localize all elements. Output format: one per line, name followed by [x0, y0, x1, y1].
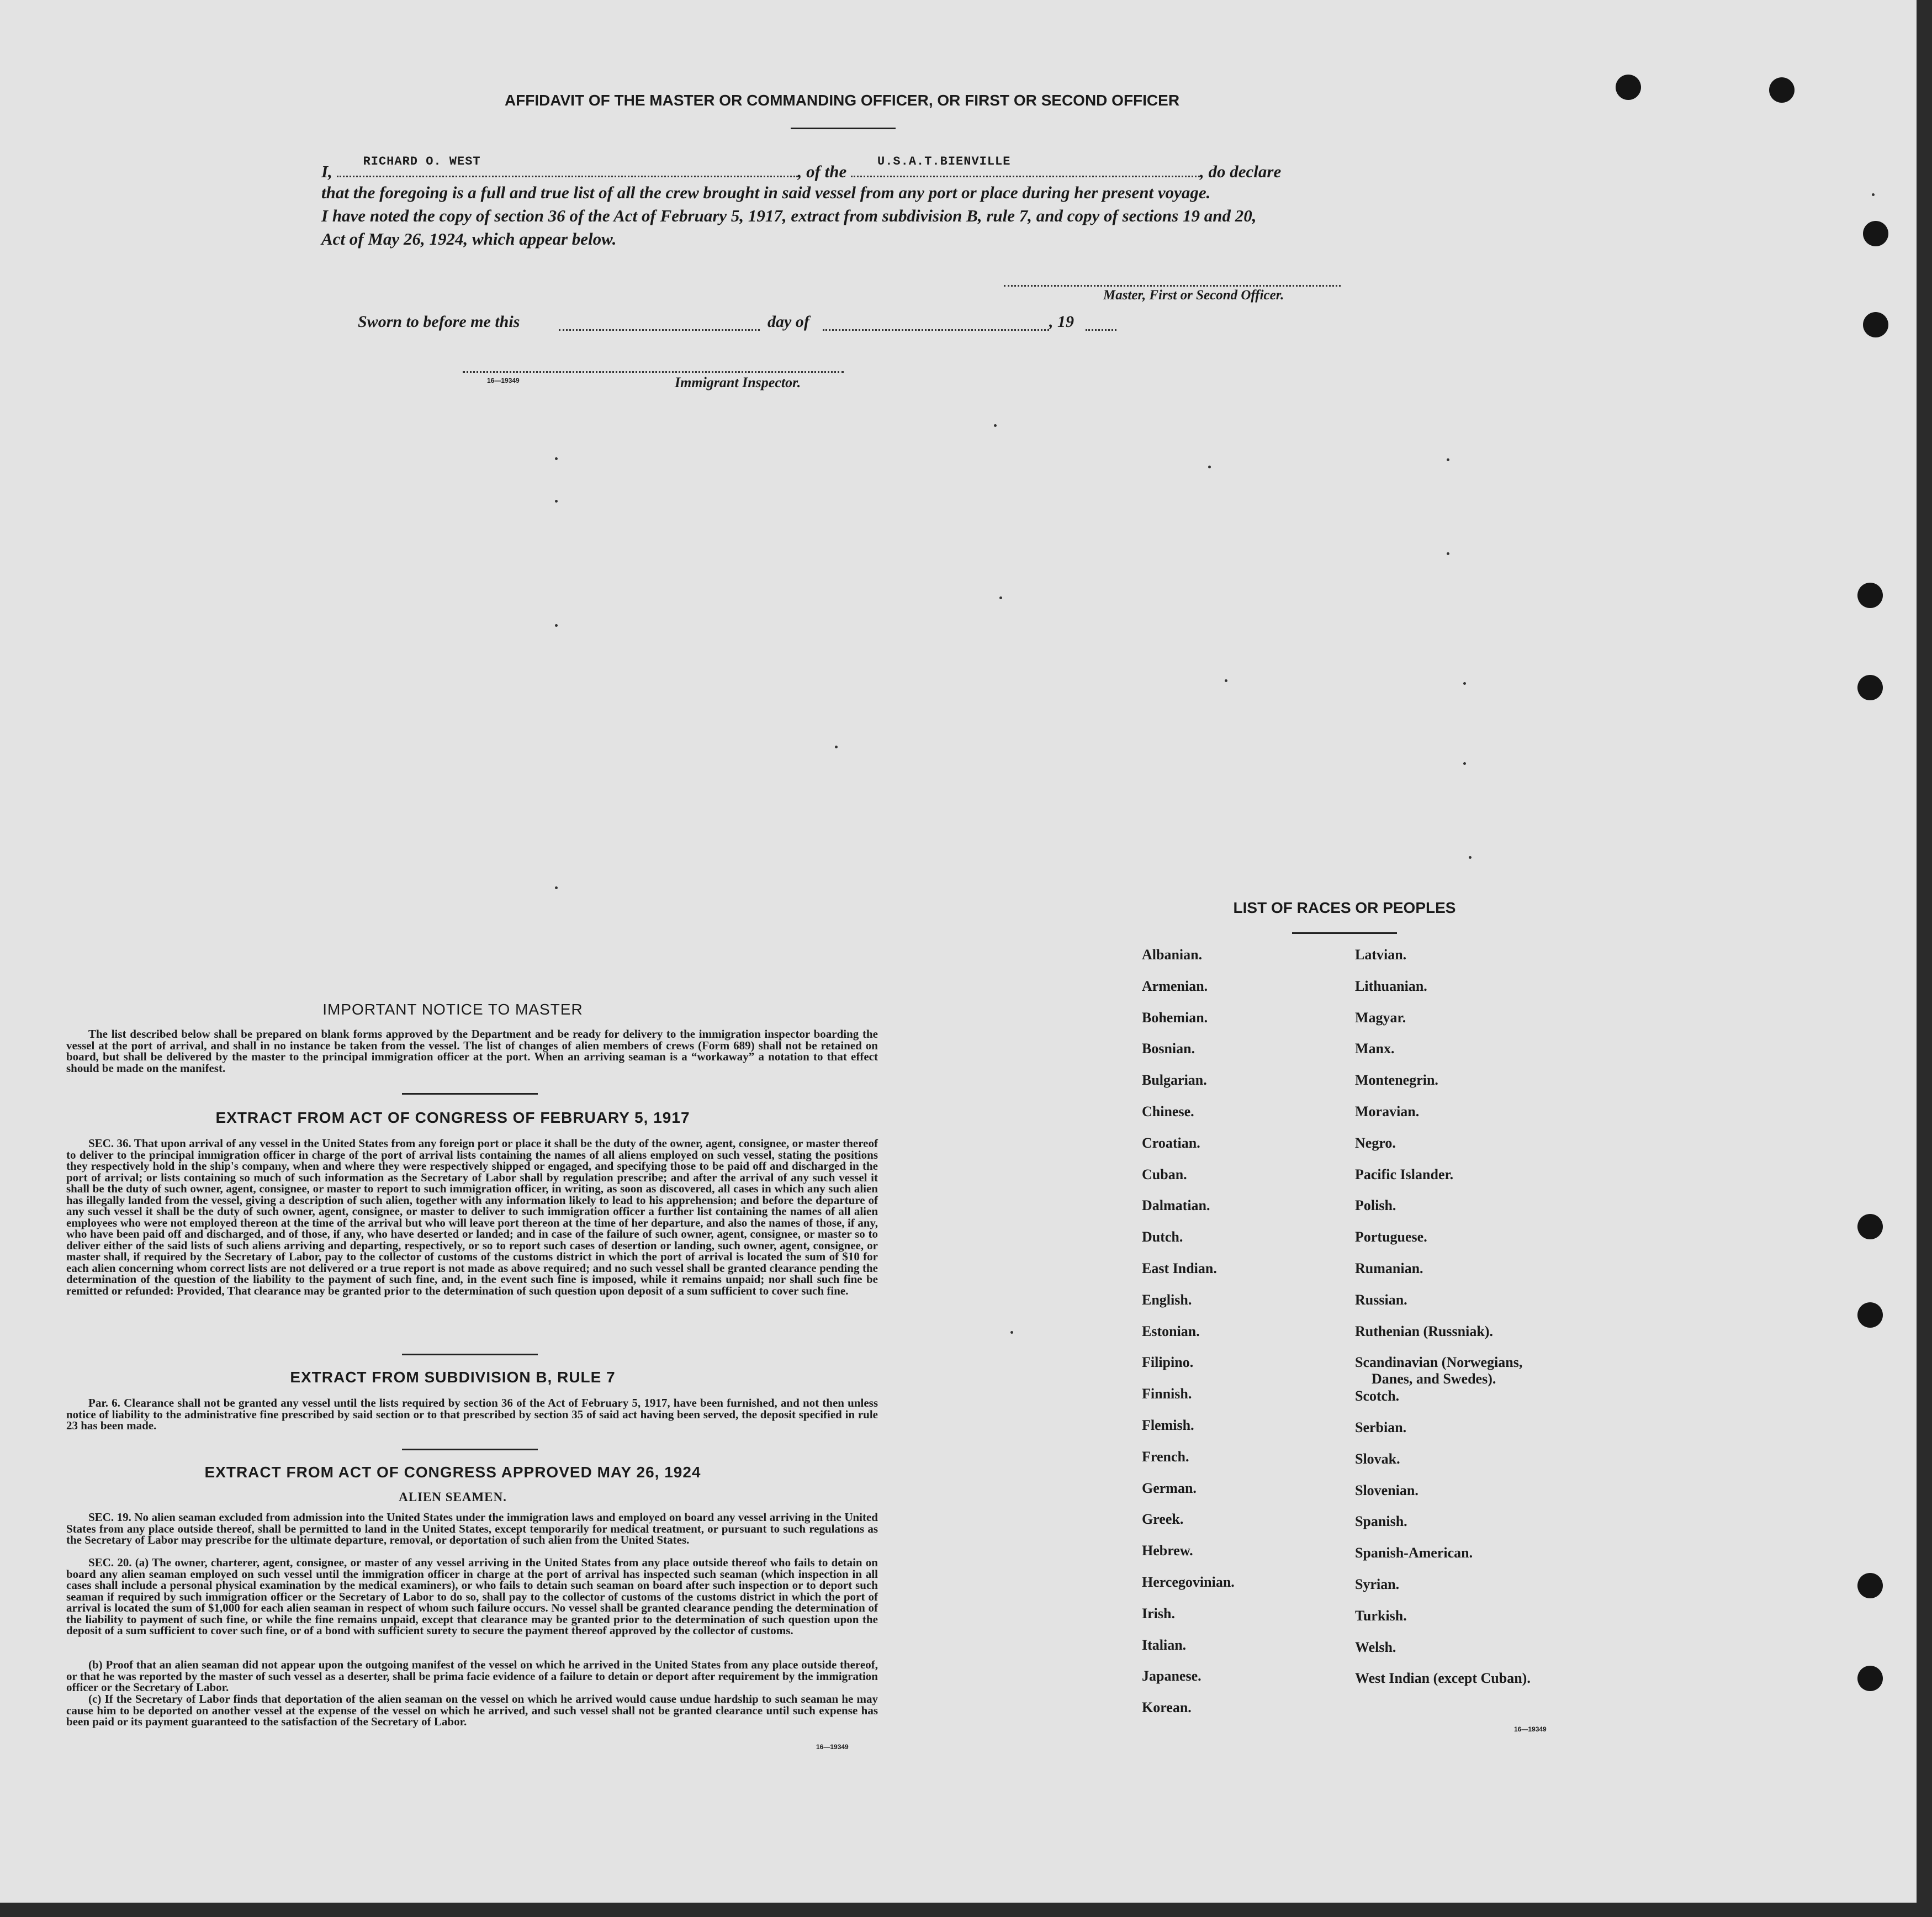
race-item: Bulgarian.: [1142, 1072, 1207, 1089]
race-item: Greek.: [1142, 1511, 1184, 1528]
race-item: Dutch.: [1142, 1229, 1183, 1245]
race-item: East Indian.: [1142, 1260, 1217, 1276]
race-item: Danes, and Swedes).: [1372, 1371, 1496, 1387]
race-item: Negro.: [1355, 1134, 1396, 1151]
affidavit-line-4: Act of May 26, 1924, which appear below.: [321, 229, 617, 249]
year-label: , 19: [1049, 313, 1074, 331]
race-item: Spanish-American.: [1355, 1545, 1473, 1561]
extract-rule7-title: EXTRACT FROM SUBDIVISION B, RULE 7: [290, 1369, 616, 1386]
punch-hole: [1857, 583, 1883, 608]
form-number: 16—19349: [816, 1743, 849, 1751]
race-item: Welsh.: [1355, 1639, 1396, 1655]
extract-1924-subtitle: ALIEN SEAMEN.: [399, 1490, 507, 1504]
race-item: Rumanian.: [1355, 1260, 1423, 1276]
race-item: Montenegrin.: [1355, 1072, 1438, 1089]
race-item: Armenian.: [1142, 978, 1208, 994]
race-item: Finnish.: [1142, 1386, 1192, 1402]
notice-title: IMPORTANT NOTICE TO MASTER: [322, 1001, 583, 1018]
race-item: Portuguese.: [1355, 1229, 1427, 1245]
races-title-rule: [1292, 932, 1397, 934]
section-rule: [402, 1093, 538, 1095]
sworn-day-field[interactable]: [559, 329, 760, 331]
extract-1924-sec20b: (b) Proof that an alien seaman did not appear upon the outgoing manifest of the vessel on which he arrived in the United States from any place outside thereof, or that he was reported by the master of such vessel as a deserter, shall be prima facie evidence of a failure to detain or deport after requirement by the immigration officer or the Secretary of Labor.: [66, 1658, 878, 1694]
race-item: Lithuanian.: [1355, 978, 1427, 994]
race-item: Moravian.: [1355, 1103, 1420, 1119]
name-field[interactable]: [337, 155, 798, 177]
extract-1924-sec20a: SEC. 20. (a) The owner, charterer, agent, consignee, or master of any vessel arriving in the United States from any place outside thereof who fails to detain on board any alien seaman employed on such vessel until the immigration officer in charge at the port of arrival has inspected such seaman (which inspection in all cases shall include a personal physical examination by the medical examiners), or who fails to detain such seaman on board after such inspection or to deport such seaman if required by such immigration officer or the Secretary of Labor to do so, shall pay to the collector of customs of the customs district in which the port of arrival is located the sum of $1,000 for each alien seaman in respect of whom such failure occurs. No vessel shall be granted clearance pending the determination of the liability to payment of such fine, or while the fine remains unpaid, except that clearance may be granted prior to the determination of such question upon the deposit of a sum sufficient to cover such fine, or of a bond with sufficient surety to secure the payment thereof approved by the collector of customs.: [66, 1556, 878, 1637]
race-item: French.: [1142, 1448, 1189, 1465]
vessel-value: U.S.A.T.BIENVILLE: [877, 155, 1011, 168]
sworn-label: Sworn to before me this: [358, 313, 520, 331]
extract-1924-title: EXTRACT FROM ACT OF CONGRESS APPROVED MAY 26, 1924: [204, 1464, 701, 1481]
race-item: Irish.: [1142, 1605, 1175, 1622]
extract-1924-sec19: SEC. 19. No alien seaman excluded from admission into the United States under the immigration laws and employed on board any vessel arriving in the United States from any place outside thereof, shall be permitted to land in the United States, except temporarily for medical treatment, or pursuant to such regulations as the Secretary of Labor may prescribe for the ultimate departure, removal, or deportation of such alien from the United States.: [66, 1511, 878, 1546]
punch-hole: [1857, 1214, 1883, 1239]
section-rule: [402, 1354, 538, 1355]
race-item: Manx.: [1355, 1041, 1395, 1057]
notice-body: The list described below shall be prepared on blank forms approved by the Department and be ready for delivery to the immigration inspector boarding the vessel at the port of arrival, and shall in no instance be taken from the vessel. The list of changes of alien members of crews (Form 689) shall not be retained on board, but shall be delivered by the master to the principal immigration officer at the port. When an arriving seaman is a “workaway” a notation to that effect should be made on the manifest.: [66, 1027, 878, 1075]
affidavit-line-3: I have noted the copy of section 36 of the Act of February 5, 1917, extract from subdivision B, rule 7, and copy of sections 19 and 20,: [321, 206, 1257, 225]
inspector-label: Immigrant Inspector.: [675, 374, 801, 390]
punch-hole: [1863, 221, 1888, 246]
extract-1917-title: EXTRACT FROM ACT OF CONGRESS OF FEBRUARY 5, 1917: [215, 1109, 690, 1126]
race-item: Magyar.: [1355, 1009, 1406, 1026]
race-item: Syrian.: [1355, 1576, 1400, 1592]
race-item: Spanish.: [1355, 1513, 1407, 1530]
extract-1924-sec20c: (c) If the Secretary of Labor finds that deportation of the alien seaman on the vessel on which he arrived would cause undue hardship to such seaman he may cause him to be deported on another vessel at the expense of the vessel on which he arrived, and such vessel shall not be granted clearance until such expense has been paid or its payment guaranteed to the satisfaction of the Secretary of Labor.: [66, 1692, 878, 1728]
form-number: 16—19349: [1514, 1725, 1547, 1733]
punch-hole: [1857, 675, 1883, 700]
sworn-year-field[interactable]: [1086, 329, 1116, 331]
race-item: Ruthenian (Russniak).: [1355, 1323, 1493, 1339]
punch-hole: [1863, 312, 1888, 337]
race-item: Croatian.: [1142, 1134, 1200, 1151]
races-title: LIST OF RACES OR PEOPLES: [1233, 899, 1456, 916]
punch-hole: [1769, 77, 1795, 103]
race-item: English.: [1142, 1291, 1192, 1308]
punch-hole: [1857, 1302, 1883, 1328]
punch-hole: [1857, 1573, 1883, 1598]
inspector-signature-line[interactable]: [463, 371, 844, 373]
race-item: Polish.: [1355, 1197, 1396, 1214]
race-item: Dalmatian.: [1142, 1197, 1210, 1214]
race-item: Bosnian.: [1142, 1041, 1195, 1057]
race-item: Flemish.: [1142, 1417, 1194, 1433]
name-value: RICHARD O. WEST: [363, 155, 481, 168]
extract-1917-body: SEC. 36. That upon arrival of any vessel in the United States from any foreign port or place it shall be the duty of the owner, agent, consignee, or master thereof to deliver to the principal immigration officer in charge of the port of arrival lists containing the names of all aliens employed on such vessel, stating the positions they respectively hold in the ship's company, when and where they were respectively shipped or engaged, and specifying those to be paid off and discharged in the port of arrival; or lists containing so much of such information as the Secretary of Labor shall by regulation prescribe; and after the arrival of any such vessel it shall be the duty of such owner, agent, consignee, or master to report to such immigration officer, in writing, as soon as discovered, all cases in which any such alien has illegally landed from the vessel, giving a description of such alien, together with any information likely to lead to his apprehension; and before the departure of any such vessel it shall be the duty of such owner, agent, consignee, or master to deliver to such immigration officer a further list containing the names of all alien employees who were not employed thereon at the time of the arrival but who will leave port thereon at the time of her departure, and also the names of those, if any, who have been paid off and discharged, and of those, if any, who have deserted or landed; and in case of the failure of such owner, agent, consignee, or master so to deliver either of the said lists of such aliens arriving and departing, respectively, or so to report such cases of desertion or landing, such owner, agent, consignee, or master shall, if required by the Secretary of Labor, pay to the collector of customs of the customs district in which the port of arrival is located the sum of $10 for each alien concerning whom correct lists are not delivered or a true report is not made as above required; and no such vessel shall be granted clearance pending the determination of the question of the liability to the payment of such fine, and, in the event such fine is imposed, while it remains unpaid; nor shall such fine be remitted or refunded: Provided, That clearance may be granted prior to the determination of such question upon deposit of a sum sufficient to cover such fine.: [66, 1137, 878, 1297]
race-item: Scandinavian (Norwegians,: [1355, 1354, 1523, 1371]
race-item: Estonian.: [1142, 1323, 1200, 1339]
race-item: Slovak.: [1355, 1450, 1400, 1467]
extract-rule7-body: Par. 6. Clearance shall not be granted any vessel until the lists required by section 36 of the Act of February 5, 1917, have been furnished, and not then unless notice of liability to the administrative fine prescribed by said section or to that prescribed by section 35 of said act having been served, the deposit specified in rule 23 has been made.: [66, 1396, 878, 1432]
affidavit-statement: [321, 155, 1365, 251]
race-item: Italian.: [1142, 1636, 1187, 1653]
race-item: Albanian.: [1142, 947, 1203, 963]
signature-line[interactable]: [1004, 285, 1341, 287]
race-item: Japanese.: [1142, 1668, 1201, 1684]
punch-hole: [1616, 75, 1641, 100]
form-number: 16—19349: [487, 377, 520, 384]
section-rule: [402, 1449, 538, 1450]
vessel-field[interactable]: [851, 155, 1200, 177]
punch-hole: [1857, 1666, 1883, 1691]
race-item: Hercegovinian.: [1142, 1574, 1235, 1590]
declaration-line: I, RICHARD O. WEST , of the U.S.A.T.BIENVILLE , do declare: [321, 158, 1365, 181]
race-item: German.: [1142, 1480, 1197, 1496]
race-item: Serbian.: [1355, 1419, 1407, 1435]
race-item: West Indian (except Cuban).: [1355, 1670, 1531, 1687]
race-item: Bohemian.: [1142, 1009, 1208, 1026]
title-rule: [791, 128, 896, 129]
race-item: Pacific Islander.: [1355, 1166, 1454, 1182]
race-item: Cuban.: [1142, 1166, 1187, 1182]
race-item: Latvian.: [1355, 947, 1407, 963]
race-item: Russian.: [1355, 1291, 1407, 1308]
scan-edge: [1917, 0, 1932, 1917]
race-item: Scotch.: [1355, 1388, 1400, 1404]
race-item: Hebrew.: [1142, 1543, 1193, 1559]
affidavit-title: AFFIDAVIT OF THE MASTER OR COMMANDING OFFICER, OR FIRST OR SECOND OFFICER: [504, 92, 1180, 109]
race-item: Turkish.: [1355, 1607, 1407, 1624]
race-item: Filipino.: [1142, 1354, 1194, 1371]
day-of-label: day of: [767, 313, 809, 331]
race-item: Slovenian.: [1355, 1482, 1418, 1498]
race-item: Chinese.: [1142, 1103, 1194, 1119]
sworn-month-field[interactable]: [823, 329, 1049, 331]
affidavit-line-2: that the foregoing is a full and true list of all the crew brought in said vessel from any port or place during her present voyage.: [321, 183, 1211, 202]
race-item: Korean.: [1142, 1699, 1192, 1716]
signature-label: Master, First or Second Officer.: [1103, 288, 1284, 303]
scan-edge: [0, 1903, 1932, 1917]
